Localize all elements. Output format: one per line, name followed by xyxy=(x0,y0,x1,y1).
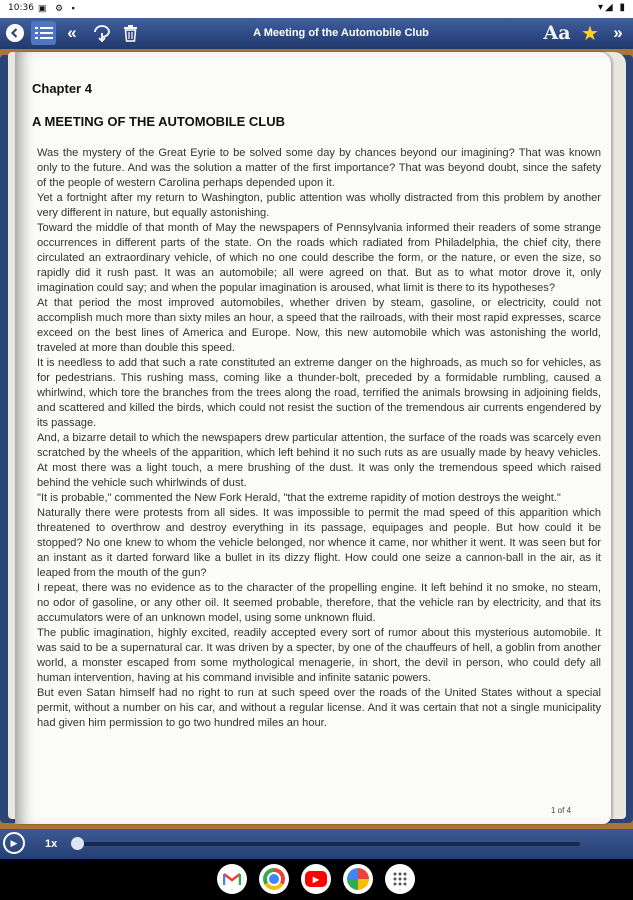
app-drawer-icon[interactable] xyxy=(385,864,415,894)
bookmark-back-button[interactable] xyxy=(91,21,113,45)
status-notification-icons: ▣ ⚙ ▪ xyxy=(38,3,78,13)
youtube-icon[interactable]: ▶ xyxy=(301,864,331,894)
paragraph: Toward the middle of that month of May the newspapers of Pennsylvania informed their readers of some strange occurrences in different parts of the state. On the roads which radiated from Philadelphia, the chief city, there circulated an extraordinary vehicle, of which no one could describe the form, or the nature, or even the size, so rapidly did it rush past. It was an automobile; all were agreed on that. But as to what motor drove it, only imagination could say; and when the popular imagination is aroused, what limit is there to its hypotheses? xyxy=(37,222,601,294)
progress-track[interactable] xyxy=(72,842,580,846)
chapter-title: A MEETING OF THE AUTOMOBILE CLUB xyxy=(32,114,286,129)
page-indicator: 1 of 4 xyxy=(551,806,572,815)
chrome-icon[interactable] xyxy=(259,864,289,894)
next-chapter-button[interactable] xyxy=(608,21,628,45)
font-settings-button[interactable]: Aa xyxy=(543,22,571,44)
paragraph: But even Satan himself had no right to run at such speed over the roads of the United States without a special permit, without a number on his car, and without a regular license. And it was certain that not a single municipality had given him permission to go two hundred miles an hour. xyxy=(37,687,601,729)
list-icon xyxy=(35,26,53,40)
previous-chapter-button[interactable] xyxy=(63,21,81,45)
paragraph: The public imagination, highly excited, readily accepted every sort of rumor about this mysterious automobile. It was said to be a supernatural car. It was driven by a specter, by one of the chauffeurs of hell, a goblin from another world, a monster escaped from some mythological menagerie, in short, the devil in person, who could defy all human intervention, having at his command invisible and infinite satanic powers. xyxy=(37,627,601,684)
book-title: A Meeting of the Automobile Club xyxy=(253,27,429,39)
chapter-label: Chapter 4 xyxy=(32,81,92,96)
chapter-text xyxy=(37,146,601,731)
star-icon: ★ xyxy=(581,22,599,45)
paragraph: At that period the most improved automobiles, whether driven by steam, gasoline, or electricity, could not accomplish much more than sixty miles an hour, a speed that the railroads, with their most rapid expresses, scarce exceed on the best lines of America and Europe. Now, this new automobile which was astonishing the world, traveled at more than double this speed. xyxy=(37,297,601,354)
app-dock xyxy=(0,859,633,900)
play-icon: ▶ xyxy=(10,837,18,848)
double-chevron-right-icon: » xyxy=(613,23,623,42)
gmail-icon[interactable] xyxy=(217,864,247,894)
audio-player xyxy=(0,829,633,859)
delete-button[interactable] xyxy=(120,21,140,45)
back-icon xyxy=(6,24,24,42)
favorite-button[interactable] xyxy=(579,21,601,45)
back-button[interactable] xyxy=(4,21,26,45)
photos-icon[interactable] xyxy=(343,864,373,894)
paragraph: Yet a fortnight after my return to Washington, public attention was wholly distracted from this problem by another very different in nature, but equally astonishing. xyxy=(37,192,601,219)
status-signal-battery-icons: ▾◢ ▮ xyxy=(598,2,627,13)
double-chevron-left-icon: « xyxy=(67,23,77,42)
paragraph: I repeat, there was no evidence as to the character of the propelling engine. It left behind it no smoke, no steam, no odor of gasoline, or any other oil. It seemed probable, therefore, that the vehicle ran by electricity, and that its accumulators were of an unknown model, using some unknown fluid. xyxy=(37,582,601,624)
trash-icon xyxy=(123,24,138,42)
playback-speed[interactable]: 1x xyxy=(45,838,58,850)
paragraph: And, a bizarre detail to which the newspapers drew particular attention, the surface of the roads was scarcely even scratched by the wheels of the apparition, which left behind it no such ruts as are usually made by heavy vehicles. At most there was a light touch, a mere brushing of the dust. It was only the tremendous speed which raised behind the vehicle such whirlwinds of dust. xyxy=(37,432,601,489)
paragraph: Was the mystery of the Great Eyrie to be solved some day by chances beyond our imagining? That was known only to the future. And was the solution a matter of the first importance? That was beyond doubt, since the safety of the people of western Carolina perhaps depended upon it. xyxy=(37,147,601,189)
status-time: 10:36 xyxy=(8,3,34,13)
bookmark-return-icon xyxy=(92,24,112,42)
play-button[interactable] xyxy=(3,832,25,854)
paragraph: "It is probable," commented the New Fork Herald, "that the extreme rapidity of motion destroys the weight." xyxy=(37,492,561,504)
paragraph: It is needless to add that such a rate constituted an extreme danger on the highroads, as much so for vehicles, as for pedestrians. This rushing mass, coming like a thunder-bolt, preceded by a formidable rumbling, caused a whirlwind, which tore the branches from the trees along the road, terrified the animals browsing in adjoining fields, and scattered and killed the birds, which could not resist the suction of the tremendous air currents engendered by its passage. xyxy=(37,357,601,429)
status-bar xyxy=(0,0,633,18)
progress-thumb[interactable] xyxy=(71,837,84,850)
table-of-contents-button[interactable] xyxy=(31,21,56,45)
paragraph: Naturally there were protests from all sides. It was impossible to permit the mad speed of this apparition which threatened to overthrow and destroy everything in its passage, equipages and people. But how could it be stopped? No one knew to whom the vehicle belonged, nor whence it came, nor whither it went. It was seen but for an instant as it darted forward like a bullet in its dizzy flight. How could one seize a cannon-ball in the air, as it leaped from the mouth of the gun? xyxy=(37,507,601,579)
reader-toolbar xyxy=(0,18,633,50)
